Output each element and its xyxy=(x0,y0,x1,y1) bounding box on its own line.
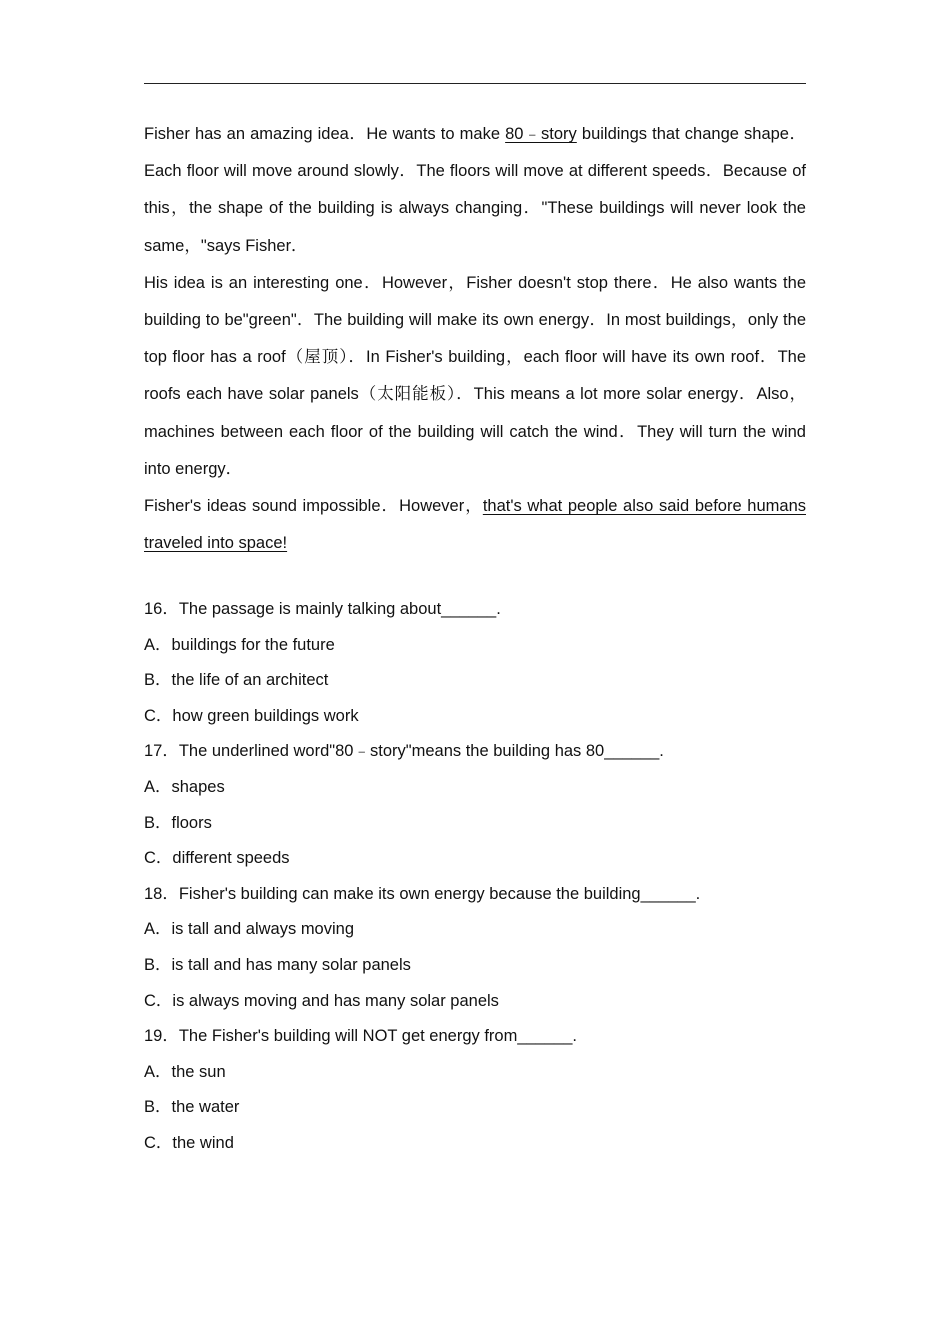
question-list xyxy=(144,592,806,1162)
underlined-word: 80﹣story xyxy=(505,125,577,143)
question-18-option-b[interactable]: B．is tall and has many solar panels xyxy=(144,955,411,974)
question-19-option-a[interactable]: A．the sun xyxy=(144,1062,226,1081)
question-19-stem: 19．The Fisher's building will NOT get energy from______. xyxy=(144,1027,577,1046)
question-16-option-b[interactable]: B．the life of an architect xyxy=(144,671,329,690)
question-19-option-b[interactable]: B．the water xyxy=(144,1098,240,1117)
question-18-option-c[interactable]: C．is always moving and has many solar panels xyxy=(144,991,499,1010)
question-19-option-c[interactable]: C．the wind xyxy=(144,1133,234,1152)
passage-text: buildings that change shape．Each floor will move around slowly．The floors will move at different speeds．Because of this，the shape of the building is always changing．"These buildings will never look the same，"says Fisher． xyxy=(144,125,807,255)
passage-text: Fisher's ideas sound impossible．However， xyxy=(144,497,483,516)
question-18-option-a[interactable]: A．is tall and always moving xyxy=(144,920,355,939)
question-17-option-a[interactable]: A．shapes xyxy=(144,777,225,796)
passage-paragraph-2: His idea is an interesting one．However，Fisher doesn't stop there．He also wants the building to be"green"．The building will make its own energy．In most buildings，only the top floor has a roof（屋顶）．In Fisher's building，each floor will have its own roof．The roofs each have solar panels（太阳能板）．This means a lot more solar energy．Also，machines between each floor of the building will catch the wind．They will turn the wind into energy． xyxy=(144,273,806,478)
passage-paragraph-3 xyxy=(144,488,806,562)
question-17-option-c[interactable]: C．different speeds xyxy=(144,849,290,868)
passage-text: Fisher has an amazing idea．He wants to make xyxy=(144,125,506,143)
reading-passage xyxy=(144,116,806,562)
question-17-stem: 17．The underlined word"80﹣story"means the building has 80______. xyxy=(144,742,664,761)
question-17-option-b[interactable]: B．floors xyxy=(144,813,212,832)
question-16-option-c[interactable]: C．how green buildings work xyxy=(144,706,359,725)
passage-paragraph-1 xyxy=(144,116,806,265)
question-16-option-a[interactable]: A．buildings for the future xyxy=(144,635,335,654)
underlined-sentence: that's what people also said before humans traveled into space! xyxy=(144,497,806,553)
header-rule xyxy=(144,83,806,84)
question-16-stem: 16．The passage is mainly talking about______. xyxy=(144,600,501,618)
question-18-stem: 18．Fisher's building can make its own energy because the building______. xyxy=(144,884,701,903)
